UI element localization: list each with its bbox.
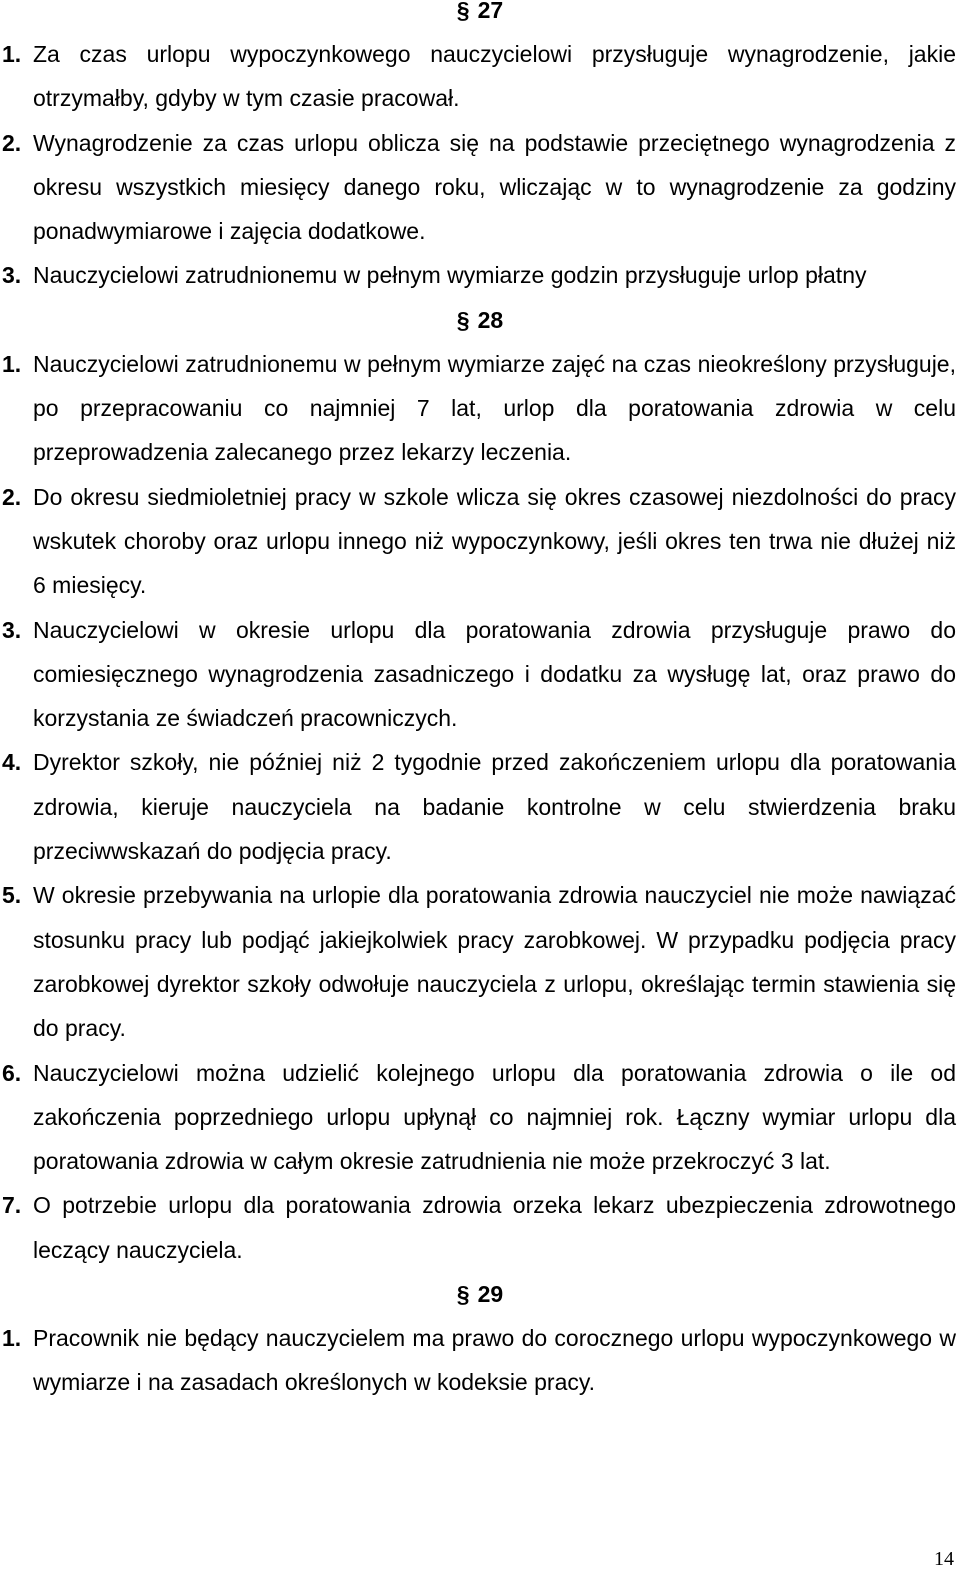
section-sign: § <box>456 306 470 333</box>
section-sign: § <box>456 0 470 23</box>
paragraph-item <box>0 608 956 741</box>
paragraph-item <box>0 1316 956 1405</box>
item-text: Nauczycielowi zatrudnionemu w pełnym wymiarze zajęć na czas nieokreślony przysługuje, po przepracowaniu co najmniej 7 lat, urlop dla poratowania zdrowia w celu przeprowadzenia zalecanego przez lekarzy leczenia. <box>33 350 956 466</box>
item-text: Do okresu siedmioletniej pracy w szkole wlicza się okres czasowej niezdolności do pracy wskutek choroby oraz urlopu innego niż wypoczynkowy, jeśli okres ten trwa nie dłużej niż 6 miesięcy. <box>33 483 956 599</box>
section-heading <box>0 1272 960 1316</box>
document-body <box>0 32 960 1405</box>
item-text: Pracownik nie będący nauczycielem ma prawo do corocznego urlopu wypoczynkowego w wymiarze i na zasadach określonych w kodeksie pracy. <box>33 1325 956 1396</box>
section-heading <box>0 0 960 32</box>
paragraph-item <box>0 121 956 254</box>
item-text: Za czas urlopu wypoczynkowego nauczycielowi przysługuje wynagrodzenie, jakie otrzymałby, gdyby w tym czasie pracował. <box>33 41 956 112</box>
item-number: 1. <box>2 1325 22 1352</box>
item-number: 3. <box>2 262 22 289</box>
paragraph-item <box>0 253 956 297</box>
item-text: Nauczycielowi w okresie urlopu dla poratowania zdrowia przysługuje prawo do comiesięcznego wynagrodzenia zasadniczego i dodatku za wysługę lat, oraz prawo do korzystania ze świadczeń pracowniczych. <box>33 616 956 732</box>
section-27 <box>0 0 960 32</box>
item-text: Wynagrodzenie za czas urlopu oblicza się na podstawie przeciętnego wynagrodzenia z okresu wszystkich miesięcy danego roku, wliczając w to wynagrodzenie za godziny ponadwymiarowe i zajęcia dodatkowe. <box>33 129 956 245</box>
item-text: W okresie przebywania na urlopie dla poratowania zdrowia nauczyciel nie może nawiązać stosunku pracy lub podjąć jakiejkolwiek pracy zarobkowej. W przypadku podjęcia pracy zarobkowej dyrektor szkoły odwołuje nauczyciela z urlopu, określając termin stawienia się do pracy. <box>33 882 956 1042</box>
item-number: 4. <box>2 749 22 776</box>
section-number: 27 <box>477 0 504 23</box>
item-text: Nauczycielowi można udzielić kolejnego urlopu dla poratowania zdrowia o ile od zakończenia poprzedniego urlopu upłynął co najmniej rok. Łączny wymiar urlopu dla poratowania zdrowia w całym okresie zatrudnienia nie może przekroczyć 3 lat. <box>33 1059 956 1175</box>
section-sign: § <box>456 1281 470 1308</box>
section-heading <box>0 298 960 342</box>
item-text: Nauczycielowi zatrudnionemu w pełnym wymiarze godzin przysługuje urlop płatny <box>33 262 867 289</box>
paragraph-item <box>0 1183 956 1272</box>
section-number: 29 <box>477 1281 504 1308</box>
page-number: 14 <box>934 1548 954 1570</box>
paragraph-item <box>0 342 956 475</box>
paragraph-item <box>0 32 956 121</box>
section-number: 28 <box>477 306 504 333</box>
item-text: Dyrektor szkoły, nie później niż 2 tygodnie przed zakończeniem urlopu dla poratowania zdrowia, kieruje nauczyciela na badanie kontrolne w celu stwierdzenia braku przeciwwskazań do podjęcia pracy. <box>33 749 956 865</box>
item-number: 1. <box>2 350 22 377</box>
item-number: 3. <box>2 616 22 643</box>
item-number: 6. <box>2 1059 22 1086</box>
paragraph-item <box>0 1051 956 1184</box>
paragraph-item <box>0 873 956 1050</box>
item-number: 2. <box>2 483 22 510</box>
item-number: 1. <box>2 41 22 67</box>
item-number: 7. <box>2 1192 22 1219</box>
item-number: 2. <box>2 129 22 156</box>
paragraph-item <box>0 475 956 608</box>
paragraph-item <box>0 740 956 873</box>
item-number: 5. <box>2 882 22 909</box>
item-text: O potrzebie urlopu dla poratowania zdrowia orzeka lekarz ubezpieczenia zdrowotnego leczący nauczyciela. <box>33 1192 956 1263</box>
